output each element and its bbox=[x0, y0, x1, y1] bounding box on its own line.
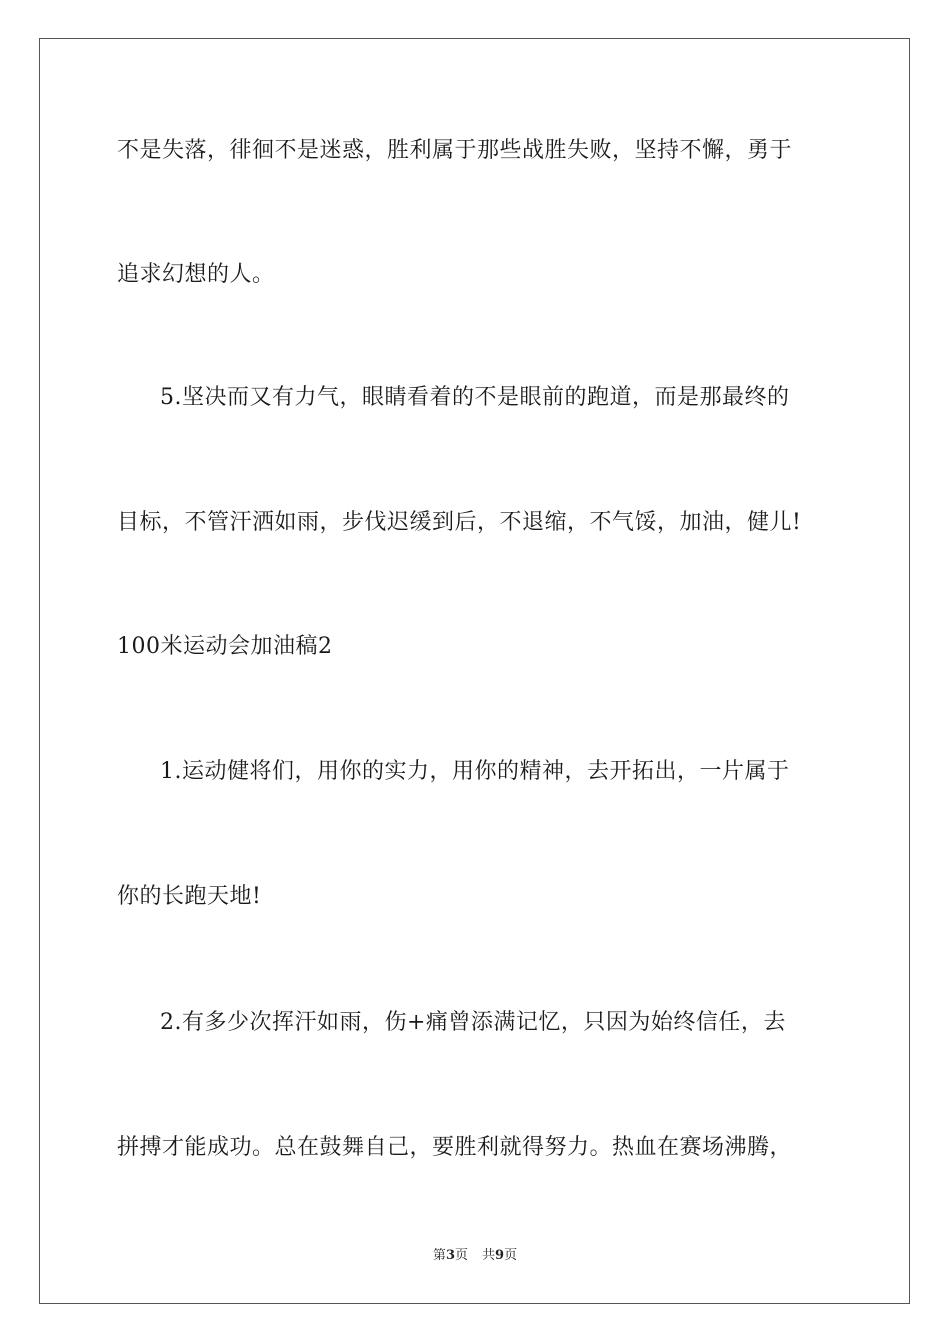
section-heading: 100米运动会加油稿2 bbox=[117, 634, 333, 659]
text-line-7: 2.有多少次挥汗如雨，伤+痛曾添满记忆，只因为始终信任，去 bbox=[160, 1010, 786, 1035]
text-line-5: 1.运动健将们，用你的实力，用你的精神，去开拓出，一片属于 bbox=[160, 759, 790, 784]
page-footer bbox=[0, 1246, 950, 1266]
text-line-8: 拼搏才能成功。总在鼓舞自己，要胜利就得努力。热血在赛场沸腾， bbox=[117, 1135, 793, 1160]
footer-total-suffix: 页 bbox=[504, 1248, 518, 1263]
text-line-4: 目标，不管汗洒如雨，步伐迟缓到后，不退缩，不气馁，加油，健儿! bbox=[117, 510, 802, 535]
text-line-1: 不是失落，徘徊不是迷惑，胜利属于那些战胜失败，坚持不懈，勇于 bbox=[117, 138, 793, 163]
footer-total-prefix: 共 bbox=[482, 1248, 496, 1263]
footer-page-total: 9 bbox=[495, 1248, 505, 1263]
text-line-2: 追求幻想的人。 bbox=[117, 262, 275, 287]
footer-page-suffix: 页 bbox=[454, 1248, 468, 1263]
page-border bbox=[39, 38, 910, 1304]
footer-page-current: 3 bbox=[445, 1248, 455, 1263]
footer-page-prefix: 第 bbox=[432, 1248, 446, 1263]
text-line-3: 5.坚决而又有力气，眼睛看着的不是眼前的跑道，而是那最终的 bbox=[160, 385, 790, 410]
text-line-6: 你的长跑天地! bbox=[117, 884, 262, 909]
